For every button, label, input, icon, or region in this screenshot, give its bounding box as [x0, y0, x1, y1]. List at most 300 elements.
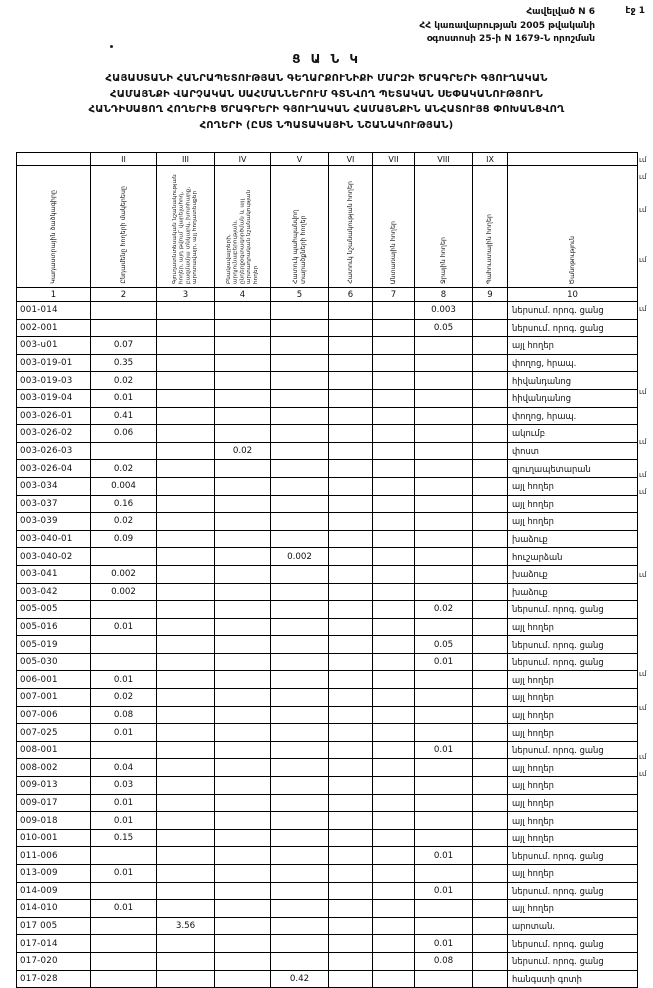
cell-forest [373, 970, 415, 988]
cell-special [329, 442, 373, 460]
edge-fragment: ւմ [639, 471, 647, 480]
cell-code: 007-001 [17, 689, 91, 707]
cell-reserve [473, 882, 508, 900]
cell-protected [271, 935, 329, 953]
cell-special [329, 354, 373, 372]
edge-fragment [639, 517, 653, 534]
cell-remarks: ակումբ [508, 425, 638, 443]
cell-protected [271, 706, 329, 724]
column-number-9: 9 [473, 288, 508, 302]
cell-total: 0.01 [91, 389, 157, 407]
edge-fragment: ւմ [639, 172, 647, 181]
cell-reserve [473, 636, 508, 654]
column-number-4: 4 [215, 288, 271, 302]
cell-protected [271, 601, 329, 619]
cell-protected [271, 829, 329, 847]
cell-code: 003-037 [17, 495, 91, 513]
cell-water [415, 565, 473, 583]
cell-total [91, 847, 157, 865]
cell-settlement [215, 847, 271, 865]
column-header-settlement [215, 166, 271, 288]
cell-special [329, 900, 373, 918]
cell-protected [271, 495, 329, 513]
table-row [17, 477, 638, 495]
cell-special [329, 425, 373, 443]
cell-agricultural [157, 530, 215, 548]
cell-water [415, 724, 473, 742]
cell-total [91, 970, 157, 988]
edge-fragment [639, 451, 653, 468]
cell-settlement [215, 900, 271, 918]
cell-water [415, 865, 473, 883]
edge-fragment: ւմ [639, 438, 647, 447]
cell-agricultural [157, 495, 215, 513]
column-header-settlement-label: Բնակավայրերի, արդյունաբերության, ընդերքօգտագործման և այլ արտադրական նշանակության հողեր [225, 189, 259, 284]
cell-protected [271, 794, 329, 812]
cell-settlement [215, 319, 271, 337]
column-number-1: 1 [17, 288, 91, 302]
edge-fragment [639, 318, 653, 335]
cell-code: 002-001 [17, 319, 91, 337]
cell-special [329, 636, 373, 654]
roman-cell-6: VI [329, 153, 373, 166]
cell-settlement [215, 917, 271, 935]
cell-remarks: այլ հողեր [508, 777, 638, 795]
cell-water [415, 442, 473, 460]
table-row [17, 442, 638, 460]
edge-fragment: ւմ [639, 753, 647, 762]
cell-reserve [473, 460, 508, 478]
right-edge-fragments [639, 152, 653, 799]
table-row [17, 565, 638, 583]
cell-special [329, 917, 373, 935]
cell-code: 007-025 [17, 724, 91, 742]
cell-total: 0.07 [91, 337, 157, 355]
cell-special [329, 706, 373, 724]
cell-forest [373, 583, 415, 601]
cell-agricultural [157, 618, 215, 636]
cell-special [329, 794, 373, 812]
cell-reserve [473, 495, 508, 513]
cell-special [329, 724, 373, 742]
cell-reserve [473, 618, 508, 636]
cell-remarks: ներսում. որոգ. ցանց [508, 882, 638, 900]
cell-total: 0.09 [91, 530, 157, 548]
edge-fragment: ւմ [639, 205, 647, 214]
cell-agricultural [157, 583, 215, 601]
cell-water [415, 407, 473, 425]
cell-special [329, 548, 373, 566]
cell-forest [373, 671, 415, 689]
cell-code: 003-026-01 [17, 407, 91, 425]
cell-water [415, 618, 473, 636]
cell-water [415, 917, 473, 935]
cell-settlement [215, 530, 271, 548]
title-line-4: ՀՈՂԵՐԻ (ԸՍՏ ՆՊԱՏԱԿԱՅԻՆ ՆՇԱՆԱԿՈՒԹՅԱՆ) [199, 119, 454, 131]
cell-protected [271, 777, 329, 795]
cell-agricultural [157, 389, 215, 407]
column-header-special [329, 166, 373, 288]
table-body [17, 302, 638, 988]
cell-total: 0.02 [91, 460, 157, 478]
cell-water: 0.01 [415, 882, 473, 900]
cell-total: 0.002 [91, 583, 157, 601]
cell-protected [271, 302, 329, 320]
cell-agricultural [157, 653, 215, 671]
cell-remarks: փողոց, հրապ. [508, 354, 638, 372]
cell-special [329, 952, 373, 970]
cell-total [91, 548, 157, 566]
table-row [17, 900, 638, 918]
cell-total [91, 935, 157, 953]
cell-reserve [473, 389, 508, 407]
column-number-3: 3 [157, 288, 215, 302]
column-number-6: 6 [329, 288, 373, 302]
column-header-reserve-label: Պահուստային հողեր [486, 213, 494, 284]
table-row [17, 583, 638, 601]
cell-reserve [473, 865, 508, 883]
cell-settlement [215, 636, 271, 654]
cell-agricultural [157, 952, 215, 970]
cell-remarks: փոստ [508, 442, 638, 460]
cell-forest [373, 777, 415, 795]
cell-water [415, 671, 473, 689]
roman-cell-2: II [91, 153, 157, 166]
cell-code: 005-005 [17, 601, 91, 619]
cell-total: 0.04 [91, 759, 157, 777]
cell-special [329, 337, 373, 355]
cell-agricultural [157, 302, 215, 320]
cell-remarks: այլ հողեր [508, 829, 638, 847]
cell-code: 003-u01 [17, 337, 91, 355]
cell-agricultural [157, 671, 215, 689]
cell-settlement [215, 882, 271, 900]
cell-remarks: ներսում. որոգ. ցանց [508, 935, 638, 953]
cell-agricultural [157, 812, 215, 830]
cell-water [415, 706, 473, 724]
table-row [17, 319, 638, 337]
edge-fragment: ւմ [639, 388, 647, 397]
cell-settlement [215, 407, 271, 425]
cell-remarks: այլ հողեր [508, 865, 638, 883]
table-row [17, 618, 638, 636]
cell-reserve [473, 319, 508, 337]
cell-reserve [473, 794, 508, 812]
cell-agricultural [157, 935, 215, 953]
cell-reserve [473, 425, 508, 443]
cell-water [415, 354, 473, 372]
cell-forest [373, 794, 415, 812]
cell-settlement [215, 706, 271, 724]
cell-agricultural [157, 548, 215, 566]
cell-protected [271, 425, 329, 443]
cell-reserve [473, 689, 508, 707]
cell-protected [271, 372, 329, 390]
cell-water [415, 583, 473, 601]
roman-cell-9: IX [473, 153, 508, 166]
cell-forest [373, 372, 415, 390]
cell-forest [373, 917, 415, 935]
cell-settlement [215, 812, 271, 830]
cell-remarks: այլ հողեր [508, 513, 638, 531]
cell-total: 0.02 [91, 689, 157, 707]
cell-code: 010-001 [17, 829, 91, 847]
table-row [17, 372, 638, 390]
cell-remarks: հանգստի գոտի [508, 970, 638, 988]
cell-water [415, 794, 473, 812]
cell-settlement [215, 759, 271, 777]
title-line-2: ՀԱՄԱՅՆՔԻ ՎԱՐՉԱԿԱՆ ՍԱՀՄԱՆՆԵՐՈՒՄ ԳՏՆՎՈՂ ՊԵՏԱԿԱՆ ՍԵՓԱԿԱՆՈՒԹՅՈՒՆ [109, 88, 544, 100]
cell-total: 0.02 [91, 513, 157, 531]
header-line-2: ՀՀ կառավարության 2005 թվականի [419, 20, 595, 31]
cell-settlement [215, 601, 271, 619]
cell-remarks: այլ հողեր [508, 759, 638, 777]
edge-fragment: ւմ [639, 255, 647, 264]
cell-code: 003-019-01 [17, 354, 91, 372]
cell-water: 0.05 [415, 319, 473, 337]
cell-total [91, 601, 157, 619]
land-registry-table-wrapper [16, 152, 637, 988]
cell-code: 014-010 [17, 900, 91, 918]
title-block [0, 52, 653, 133]
cell-protected [271, 636, 329, 654]
cell-remarks: խաձուք [508, 565, 638, 583]
cell-total: 0.01 [91, 618, 157, 636]
cell-special [329, 777, 373, 795]
cell-forest [373, 460, 415, 478]
column-header-code-label: Կադաստրային ծածկագիրը [49, 190, 57, 284]
column-header-water-label: Ջրային հողեր [439, 236, 447, 284]
cell-special [329, 653, 373, 671]
column-header-forest-label: Անտառային հողեր [389, 220, 397, 284]
edge-fragment [639, 285, 653, 302]
cell-remarks: այլ հողեր [508, 337, 638, 355]
cell-remarks: այլ հողեր [508, 706, 638, 724]
cell-forest [373, 442, 415, 460]
cell-remarks: ներսում. որոգ. ցանց [508, 319, 638, 337]
cell-total: 0.004 [91, 477, 157, 495]
cell-special [329, 759, 373, 777]
cell-special [329, 460, 373, 478]
cell-remarks: փողոց, հրապ. [508, 407, 638, 425]
cell-code: 003-019-03 [17, 372, 91, 390]
cell-agricultural [157, 882, 215, 900]
cell-protected [271, 671, 329, 689]
table-row [17, 389, 638, 407]
table-row [17, 759, 638, 777]
cell-special [329, 601, 373, 619]
cell-code: 003-041 [17, 565, 91, 583]
cell-total: 0.01 [91, 865, 157, 883]
table-row [17, 460, 638, 478]
cell-remarks: հիվանդանոց [508, 389, 638, 407]
cell-forest [373, 812, 415, 830]
cell-water [415, 477, 473, 495]
cell-water [415, 530, 473, 548]
cell-total: 0.01 [91, 794, 157, 812]
cell-reserve [473, 829, 508, 847]
cell-code: 003-026-02 [17, 425, 91, 443]
cell-special [329, 741, 373, 759]
edge-fragment: ւմ [639, 570, 647, 579]
cell-settlement [215, 495, 271, 513]
cell-reserve [473, 565, 508, 583]
cell-total: 0.01 [91, 671, 157, 689]
cell-special [329, 812, 373, 830]
table-row [17, 337, 638, 355]
roman-cell-5: V [271, 153, 329, 166]
edge-fragment [639, 733, 653, 750]
cell-water [415, 812, 473, 830]
roman-cell-4: IV [215, 153, 271, 166]
cell-reserve [473, 706, 508, 724]
table-row [17, 952, 638, 970]
edge-fragment [639, 534, 653, 551]
cell-protected [271, 618, 329, 636]
cell-agricultural [157, 706, 215, 724]
table-row [17, 706, 638, 724]
cell-code: 013-009 [17, 865, 91, 883]
cell-reserve [473, 548, 508, 566]
cell-protected: 0.002 [271, 548, 329, 566]
cell-protected [271, 759, 329, 777]
column-number-5: 5 [271, 288, 329, 302]
cell-water [415, 829, 473, 847]
edge-fragment: ւմ [639, 156, 647, 164]
cell-code: 009-018 [17, 812, 91, 830]
cell-forest [373, 477, 415, 495]
cell-reserve [473, 724, 508, 742]
table-row [17, 724, 638, 742]
cell-code: 003-019-04 [17, 389, 91, 407]
column-number-10: 10 [508, 288, 638, 302]
cell-reserve [473, 513, 508, 531]
cell-protected [271, 319, 329, 337]
cell-special [329, 671, 373, 689]
cell-protected [271, 354, 329, 372]
cell-special [329, 689, 373, 707]
column-header-reserve [473, 166, 508, 288]
cell-special [329, 389, 373, 407]
cell-settlement [215, 460, 271, 478]
cell-agricultural [157, 794, 215, 812]
cell-agricultural [157, 372, 215, 390]
cell-water: 0.01 [415, 847, 473, 865]
cell-remarks: այլ հողեր [508, 671, 638, 689]
table-row [17, 302, 638, 320]
cell-settlement [215, 689, 271, 707]
cell-special [329, 882, 373, 900]
cell-total: 0.16 [91, 495, 157, 513]
edge-fragment: ւմ [639, 487, 647, 496]
cell-agricultural [157, 759, 215, 777]
edge-fragment [639, 683, 653, 700]
cell-agricultural [157, 741, 215, 759]
table-row [17, 847, 638, 865]
cell-forest [373, 565, 415, 583]
cell-reserve [473, 530, 508, 548]
header-line-1: Հավելված N 6 [526, 7, 595, 17]
cell-water: 0.01 [415, 935, 473, 953]
cell-reserve [473, 777, 508, 795]
cell-remarks: այլ հողեր [508, 812, 638, 830]
column-header-code [17, 166, 91, 288]
cell-water [415, 900, 473, 918]
cell-code: 003-042 [17, 583, 91, 601]
cell-reserve [473, 653, 508, 671]
cell-reserve [473, 407, 508, 425]
cell-protected [271, 513, 329, 531]
cell-settlement [215, 477, 271, 495]
cell-code: 003-026-04 [17, 460, 91, 478]
cell-reserve [473, 372, 508, 390]
stray-ink-dot [110, 45, 113, 48]
cell-protected [271, 407, 329, 425]
cell-settlement [215, 777, 271, 795]
cell-total [91, 741, 157, 759]
cell-protected [271, 812, 329, 830]
edge-fragment: ւմ [639, 703, 647, 712]
edge-fragment [639, 185, 653, 202]
table-row [17, 671, 638, 689]
edge-fragment: ւմ [639, 769, 647, 778]
document-header-note [419, 6, 595, 47]
table-row [17, 812, 638, 830]
edge-fragment [639, 650, 653, 667]
cell-remarks: այլ հողեր [508, 724, 638, 742]
cell-reserve [473, 601, 508, 619]
cell-settlement [215, 724, 271, 742]
cell-total [91, 319, 157, 337]
page-number: էջ 1 [625, 6, 645, 16]
cell-settlement [215, 653, 271, 671]
cell-reserve [473, 302, 508, 320]
cell-special [329, 935, 373, 953]
cell-forest [373, 302, 415, 320]
cell-forest [373, 530, 415, 548]
cell-code: 009-013 [17, 777, 91, 795]
cell-settlement [215, 425, 271, 443]
cell-forest [373, 759, 415, 777]
cell-special [329, 565, 373, 583]
cell-remarks: խաձուք [508, 530, 638, 548]
table-row [17, 354, 638, 372]
cell-special [329, 829, 373, 847]
cell-protected [271, 689, 329, 707]
cell-forest [373, 618, 415, 636]
table-row [17, 882, 638, 900]
cell-settlement [215, 618, 271, 636]
cell-forest [373, 354, 415, 372]
edge-fragment [639, 368, 653, 385]
edge-fragment [639, 550, 653, 567]
cell-code: 005-016 [17, 618, 91, 636]
cell-remarks: արոտան. [508, 917, 638, 935]
cell-agricultural [157, 565, 215, 583]
cell-total: 0.002 [91, 565, 157, 583]
cell-water: 0.003 [415, 302, 473, 320]
cell-water [415, 425, 473, 443]
cell-protected [271, 847, 329, 865]
edge-fragment [639, 583, 653, 600]
cell-total [91, 952, 157, 970]
cell-water: 0.08 [415, 952, 473, 970]
cell-forest [373, 706, 415, 724]
table-row [17, 741, 638, 759]
cell-reserve [473, 952, 508, 970]
cell-agricultural [157, 777, 215, 795]
cell-protected [271, 900, 329, 918]
